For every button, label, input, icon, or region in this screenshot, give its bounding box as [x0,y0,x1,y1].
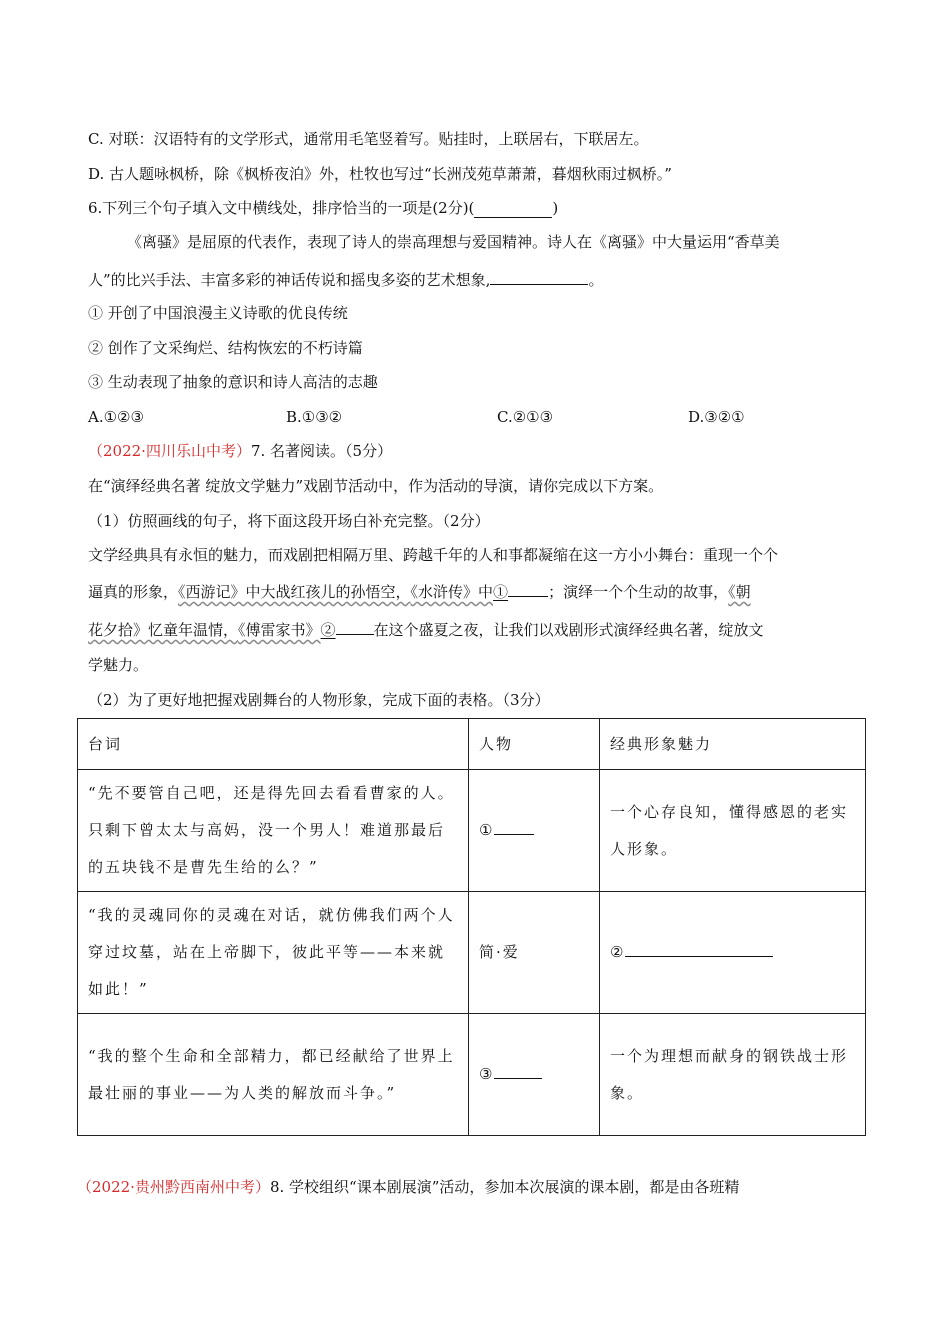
charm-cell: 一个为理想而献身的钢铁战士形象。 [600,1014,866,1136]
table-header-row [78,719,866,770]
part-1-title: （1）仿照画线的句子，将下面这段开场白补充完整。（2分） [88,512,490,530]
header-charm: 经典形象魅力 [600,719,866,770]
person-blank [494,820,534,835]
blank-2 [336,620,374,635]
part-2-title: （2）为了更好地把握戏剧舞台的人物形象，完成下面的表格。（3分） [88,691,550,709]
charm-cell: 一个心存良知，懂得感恩的老实人形象。 [600,770,866,892]
person-cell [469,1014,600,1136]
option-c-text: C. 对联：汉语特有的文学形式，通常用毛笔竖着写。贴挂时，上联居右，下联居左。 [88,130,649,148]
wavy-title: 《朝 [728,583,751,601]
part-1-text: 在这个盛夏之夜，让我们以戏剧形式演绎经典名著，绽放文 [373,621,764,639]
quote-cell: “我的整个生命和全部精力，都已经献给了世界上最壮丽的事业——为人类的解放而斗争。” [78,1014,469,1136]
underlined-example: 花夕拾》忆童年温情， [88,621,239,639]
question-7 [88,441,392,461]
quote-cell: “先不要管自己吧，还是得先回去看看曹家的人。只剩下曾太太与高妈，没一个男人！难道那最后的五块钱不是曹先生给的么？” [78,770,469,892]
question-7-source: （2022·四川乐山中考） [88,442,251,460]
answer-paren [474,201,552,218]
part-1-line-2 [88,582,751,602]
option-d: D.③②① [688,408,745,426]
passage-line-2-end: 。 [588,271,604,289]
question-6-text: 6.下列三个句子填入文中横线处，排序恰当的一项是(2分)( [88,199,475,217]
header-character: 人物 [469,719,600,770]
charm-cell [600,892,866,1014]
quote-cell: “我的灵魂同你的灵魂在对话，就仿佛我们两个人穿过坟墓，站在上帝脚下，彼此平等——本来就如此！” [78,892,469,1014]
passage-line-1: 《离骚》是屈原的代表作，表现了诗人的崇高理想与爱国精神。诗人在《离骚》中大量运用“香草美 [127,233,780,251]
question-7-text: 7. 名著阅读。（5分） [250,442,393,460]
part-1-line-4: 学魅力。 [88,656,149,674]
part-1-text: ；演绎一个个生动的故事， [548,583,729,601]
table-row [78,892,866,1014]
wavy-title: 《水浒传》中 [410,583,494,601]
question-8-text: 8. 学校组织“课本剧展演”活动，参加本次展演的课本剧，都是由各班精 [269,1178,740,1196]
option-d-text: D. 古人题咏枫桥，除《枫桥夜泊》外，杜牧也写过“长洲茂苑草萧萧，暮烟秋雨过枫桥。” [88,165,672,183]
intro-text: 在“演绎经典名著 绽放文学魅力”戏剧节活动中，作为活动的导演，请你完成以下方案。 [88,477,664,495]
character-table [77,718,866,1136]
question-6 [88,198,558,218]
sentence-1: ① 开创了中国浪漫主义诗歌的优良传统 [88,304,348,322]
blank-marker: ③ [479,1065,495,1083]
question-8-source: （2022·贵州黔西南州中考） [77,1178,270,1196]
header-lines: 台词 [78,719,469,770]
passage-line-2 [88,270,603,290]
part-1-line-1: 文学经典具有永恒的魅力，而戏剧把相隔万里、跨越千年的人和事都凝缩在这一方小小舞台：重现一个个 [88,546,779,564]
blank-1-marker: ① [493,583,509,601]
underlined-example: 《西游记》中大战红孩儿的孙悟空， [178,583,411,601]
blank-2-marker: ② [320,621,336,639]
person-cell: 简·爱 [469,892,600,1014]
sentence-2: ② 创作了文采绚烂、结构恢宏的不朽诗篇 [88,339,363,357]
table-row [78,770,866,892]
sentence-3: ③ 生动表现了抽象的意识和诗人高洁的志趣 [88,373,378,391]
passage-line-2-text: 人”的比兴手法、丰富多彩的神话传说和摇曳多姿的艺术想象, [88,271,491,289]
table-row [78,1014,866,1136]
charm-blank [625,942,773,957]
blank-1 [508,582,548,597]
option-a: A.①②③ [88,408,144,426]
wavy-title: 《傅雷家书》 [238,621,321,639]
option-c: C.②①③ [497,408,554,426]
fill-blank [490,270,588,285]
blank-marker: ② [610,943,626,961]
person-cell [469,770,600,892]
question-8 [77,1177,739,1197]
part-1-text: 逼真的形象， [88,583,179,601]
blank-marker: ① [479,821,495,839]
option-b: B.①③② [286,408,343,426]
person-blank [494,1064,542,1079]
question-6-close: ) [552,199,559,217]
part-1-line-3 [88,620,764,640]
